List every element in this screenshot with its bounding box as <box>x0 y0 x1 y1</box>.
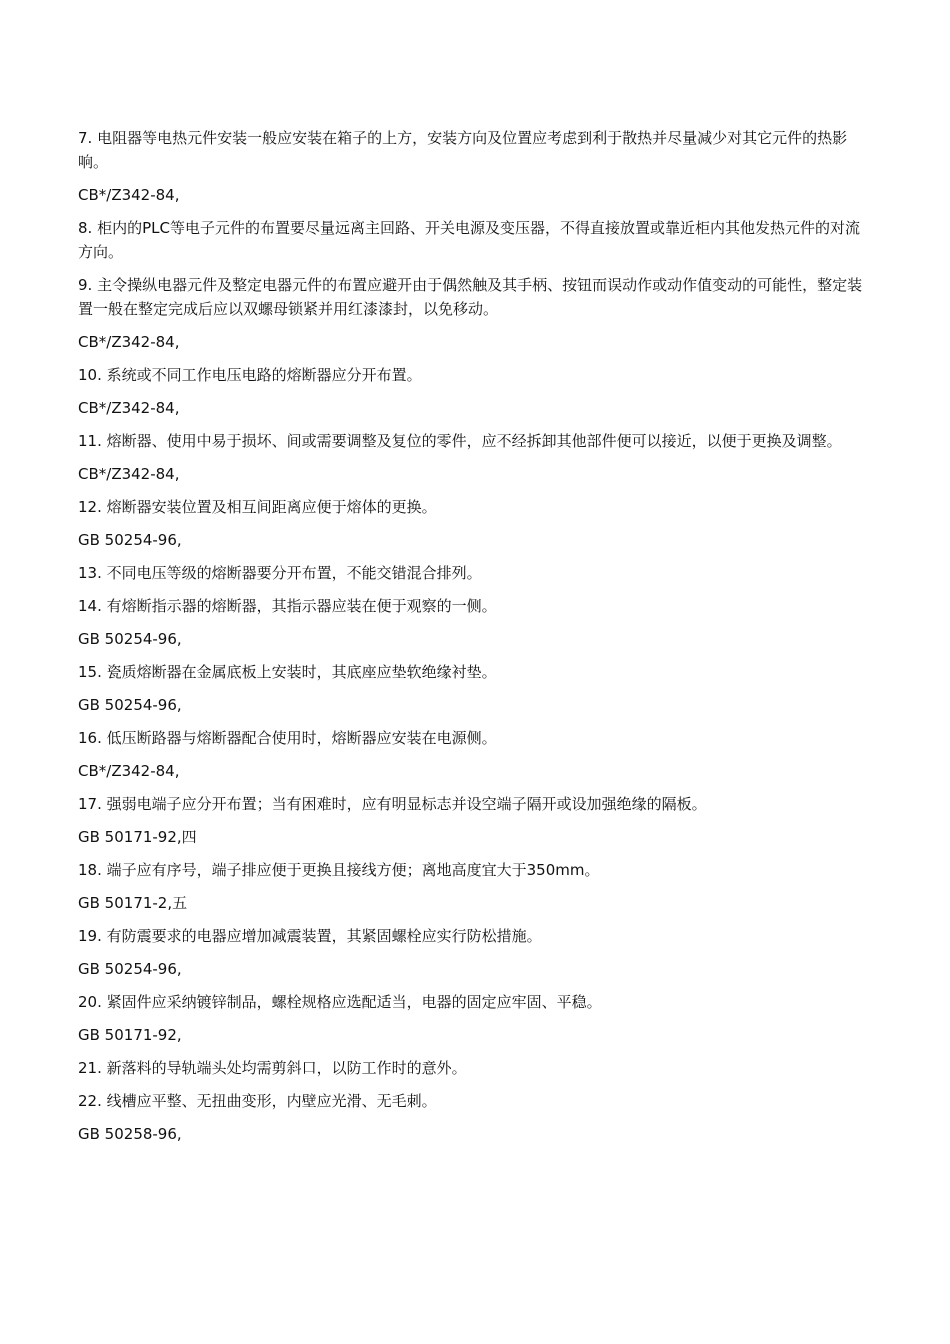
clause-10: 10. 系统或不同工作电压电路的熔断器应分开布置。 <box>78 366 422 384</box>
clause-21: 21. 新落料的导轨端头处均需剪斜口，以防工作时的意外。 <box>78 1059 467 1077</box>
clause-13: 13. 不同电压等级的熔断器要分开布置，不能交错混合排列。 <box>78 564 482 582</box>
clause-15: 15. 瓷质熔断器在金属底板上安装时，其底座应垫软绝缘衬垫。 <box>78 663 497 681</box>
clause-12: 12. 熔断器安装位置及相互间距离应便于熔体的更换。 <box>78 498 437 516</box>
standard-reference: CB*/Z342-84, <box>78 186 180 204</box>
standard-reference: GB 50254-96, <box>78 531 182 549</box>
clause-16: 16. 低压断路器与熔断器配合使用时，熔断器应安装在电源侧。 <box>78 729 497 747</box>
standard-reference: CB*/Z342-84, <box>78 399 180 417</box>
standard-reference: GB 50171-92, <box>78 1026 182 1044</box>
clause-22: 22. 线槽应平整、无扭曲变形，内壁应光滑、无毛刺。 <box>78 1092 437 1110</box>
clause-17: 17. 强弱电端子应分开布置；当有困难时，应有明显标志并设空端子隔开或设加强绝缘的隔板。 <box>78 795 707 813</box>
standard-reference: CB*/Z342-84, <box>78 465 180 483</box>
clause-7: 7. 电阻器等电热元件安装一般应安装在箱子的上方，安装方向及位置应考虑到利于散热并尽量减少对其它元件的热影响。 <box>78 129 848 171</box>
document-body <box>78 126 873 1155</box>
clause-11: 11. 熔断器、使用中易于损坏、间或需要调整及复位的零件，应不经拆卸其他部件便可以接近，以便于更换及调整。 <box>78 432 842 450</box>
clause-20: 20. 紧固件应采纳镀锌制品，螺栓规格应选配适当，电器的固定应牢固、平稳。 <box>78 993 602 1011</box>
standard-reference: GB 50254-96, <box>78 960 182 978</box>
standard-reference: GB 50171-92,四 <box>78 828 197 846</box>
clause-19: 19. 有防震要求的电器应增加减震装置，其紧固螺栓应实行防松措施。 <box>78 927 542 945</box>
standard-reference: CB*/Z342-84, <box>78 333 180 351</box>
clause-14: 14. 有熔断指示器的熔断器，其指示器应装在便于观察的一侧。 <box>78 597 497 615</box>
clause-8: 8. 柜内的PLC等电子元件的布置要尽量远离主回路、开关电源及变压器，不得直接放置或靠近柜内其他发热元件的对流方向。 <box>78 219 860 261</box>
standard-reference: GB 50258-96, <box>78 1125 182 1143</box>
standard-reference: GB 50171-2,五 <box>78 894 188 912</box>
standard-reference: GB 50254-96, <box>78 630 182 648</box>
clause-18: 18. 端子应有序号，端子排应便于更换且接线方便；离地高度宜大于350mm。 <box>78 861 600 879</box>
standard-reference: GB 50254-96, <box>78 696 182 714</box>
clause-9: 9. 主令操纵电器元件及整定电器元件的布置应避开由于偶然触及其手柄、按钮而误动作或动作值变动的可能性，整定装置一般在整定完成后应以双螺母锁紧并用红漆漆封，以免移动。 <box>78 276 863 318</box>
standard-reference: CB*/Z342-84, <box>78 762 180 780</box>
